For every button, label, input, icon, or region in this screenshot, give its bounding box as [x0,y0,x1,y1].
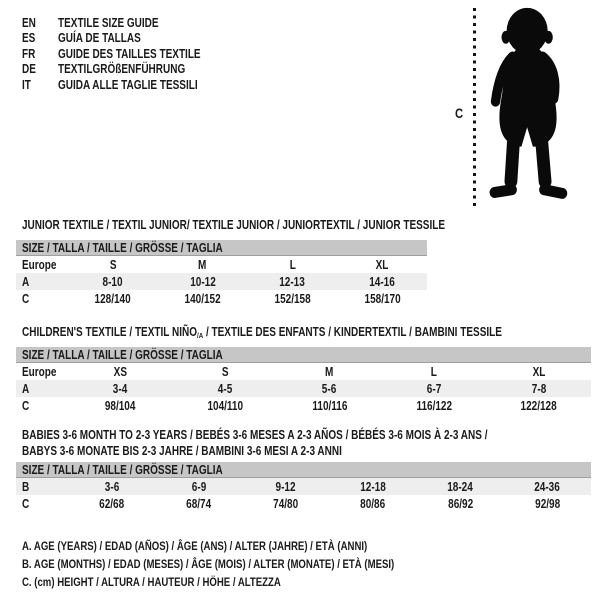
table-row [16,256,427,273]
table-cell: 74/80 [273,496,299,511]
table-cell: L [431,364,438,379]
language-code: EN [22,15,36,30]
table-cell: 4-5 [217,381,233,396]
table-cell: XS [113,364,127,379]
language-list [22,15,236,93]
language-label: GUÍA DE TALLAS [58,31,141,46]
junior-size-table [16,240,427,307]
table-cell: L [289,257,296,272]
table-cell: 6-7 [426,381,442,396]
babies-section-title: BABIES 3-6 MONTH TO 2-3 YEARS / BEBÉS 3-6 MESES A 2-3 AÑOS / BÉBÉS 3-6 MOIS À 2-3 ANS / BABYS 3-6 MONATE BIS 2-3 JAHRE / BAMBINI 3-6 MESI A 2-3 ANNI [22,428,488,458]
table-cell: 86/92 [447,496,473,511]
language-row-de [22,62,236,78]
table-cell: 68/74 [186,496,212,511]
row-label: B [22,479,30,494]
table-cell: 98/104 [104,398,136,413]
table-cell: 12-13 [279,274,306,289]
language-code: IT [22,77,31,92]
table-cell: 152/158 [274,291,311,306]
table-cell: S [221,364,229,379]
table-cell: 12-18 [360,479,386,494]
junior-section-title: JUNIOR TEXTILE / TEXTIL JUNIOR/ TEXTILE JUNIOR / JUNIORTEXTIL / JUNIOR TESSILE [22,218,446,232]
table-cell: 92/98 [534,496,560,511]
legend-line-a: A. AGE (YEARS) / EDAD (AÑOS) / ÂGE (ANS) / ALTER (JAHRE) / ETÀ (ANNI) [22,539,368,553]
language-row-en [22,15,236,31]
table-row [16,380,591,397]
table-cell: 18-24 [447,479,474,494]
table-cell: 24-36 [534,479,561,494]
toddler-silhouette-icon [481,7,575,209]
language-code: FR [22,46,36,61]
language-label: GUIDE DES TAILLES TEXTILE [58,46,201,61]
table-cell: XL [532,364,546,379]
table-row [16,363,591,380]
table-cell: M [325,364,334,379]
height-dotted-line [473,8,476,210]
size-header-band: SIZE / TALLA / TAILLE / GRÖSSE / TAGLIA [16,462,591,478]
children-section-title: CHILDREN'S TEXTILE / TEXTIL $NIÑO_{/A}$ / TEXTILE DES ENFANTS / KINDERTEXTIL / BAMBINI TESSILE [22,325,502,340]
table-cell: 110/116 [311,398,348,413]
table-row [16,478,591,495]
table-cell: XL [375,257,389,272]
table-cell: 6-9 [191,479,206,494]
table-cell: 5-6 [322,381,337,396]
language-row-es [22,31,236,47]
table-cell: 8-10 [102,274,123,289]
language-code: ES [22,31,36,46]
table-cell: 3-6 [104,479,119,494]
legend-line-c: C. (cm) HEIGHT / ALTURA / HAUTEUR / HÖHE / ALTEZZA [22,575,281,589]
size-header-band: SIZE / TALLA / TAILLE / GRÖSSE / TAGLIA [16,347,591,363]
row-label: Europe [22,364,57,379]
table-cell: 62/68 [99,496,125,511]
row-label: A [22,274,30,289]
table-cell: 14-16 [369,274,395,289]
row-label: Europe [22,257,57,272]
table-cell: 158/170 [364,291,401,306]
table-cell: 9-12 [275,479,296,494]
table-row [16,290,427,307]
row-label: A [22,381,30,396]
height-measure-label: C [455,105,464,121]
language-label: GUIDA ALLE TAGLIE TESSILI [58,77,198,92]
legend-line-b: B. AGE (MONTHS) / EDAD (MESES) / ÂGE (MOIS) / ALTER (MONATE) / ETÀ (MESI) [22,557,395,571]
table-cell: 80/86 [360,496,386,511]
table-cell: 122/128 [520,398,557,413]
row-label: C [22,398,30,413]
table-cell: M [198,257,207,272]
table-cell: 104/110 [207,398,243,413]
table-row [16,397,591,414]
table-cell: 128/140 [94,291,131,306]
row-label: C [22,496,30,511]
table-cell: 10-12 [189,274,216,289]
row-label: C [22,291,30,306]
table-cell: 116/122 [416,398,452,413]
language-row-fr [22,46,236,62]
size-header-band: SIZE / TALLA / TAILLE / GRÖSSE / TAGLIA [16,240,427,256]
measure-legend [22,537,487,591]
language-label: TEXTILE SIZE GUIDE [58,15,159,30]
table-cell: 7-8 [531,381,546,396]
table-cell: 140/152 [184,291,221,306]
table-row [16,495,591,512]
language-label: TEXTILGRÖßENFÜHRUNG [58,62,186,77]
table-cell: 3-4 [113,381,128,396]
language-row-it [22,77,236,93]
language-code: DE [22,62,36,77]
table-cell: S [109,257,117,272]
children-size-table [16,347,591,414]
babies-size-table [16,462,591,512]
table-row [16,273,427,290]
